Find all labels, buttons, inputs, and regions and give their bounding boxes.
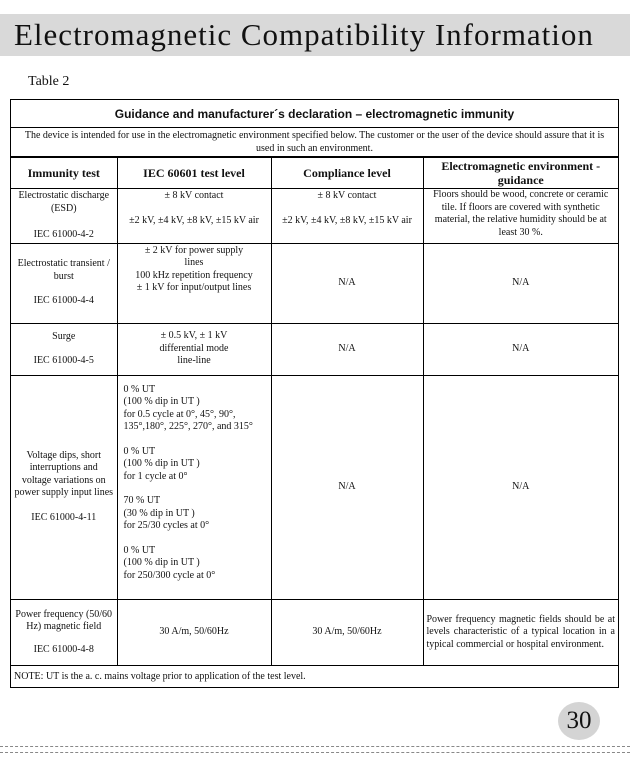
spacer (124, 533, 268, 545)
test-name: Power frequency (50/60 Hz) magnetic field (15, 608, 113, 632)
cell-test-level (117, 189, 271, 244)
immunity-table-frame (10, 99, 619, 688)
test-level-value: ± 1 kV for input/output lines (136, 282, 252, 293)
table-header-row (11, 158, 618, 189)
test-standard: IEC 61000-4-11 (31, 511, 97, 523)
cell-guidance: N/A (423, 243, 618, 323)
test-level-value: for 0.5 cycle at 0°, 45°, 90°, 135°,180°, 225°, 270°, and 315° (123, 408, 253, 432)
test-level-value: (100 % dip in UT ) (123, 396, 200, 407)
cell-guidance: Power frequency magnetic fields should be at levels characteristic of a typical location in a typical commercial or hospital environment. (423, 599, 618, 665)
test-level-value: for 1 cycle at 0° (123, 470, 188, 482)
cell-test-level (117, 323, 271, 375)
test-name: Voltage dips, short interruptions and voltage variations on power supply input lines (14, 449, 114, 499)
cell-compliance: N/A (271, 375, 423, 599)
test-level-value: ± 8 kV contact (164, 190, 224, 201)
cell-test-name (11, 375, 117, 599)
cell-compliance: N/A (271, 243, 423, 323)
header-compliance-level: Compliance level (271, 158, 423, 189)
table-row-voltage-dips (11, 375, 618, 599)
table-row-esd (11, 189, 618, 244)
cell-test-level: 30 A/m, 50/60Hz (117, 599, 271, 665)
spacer (124, 483, 268, 495)
cell-guidance: Floors should be wood, concrete or ceramic tile. If floors are covered with synthetic material, the relative humidity should be at least 30 %. (423, 189, 618, 244)
divider (0, 746, 630, 747)
header-immunity-test: Immunity test (11, 158, 117, 189)
table-row-burst (11, 243, 618, 323)
cell-guidance: N/A (423, 323, 618, 375)
test-standard: IEC 61000-4-5 (33, 355, 94, 366)
test-level-value: for 25/30 cycles at 0° (123, 520, 210, 531)
test-standard: IEC 61000-4-4 (33, 295, 94, 307)
test-level-value: 0 % UT (123, 445, 156, 457)
page-header (0, 14, 630, 56)
test-standard: IEC 61000-4-2 (33, 229, 94, 240)
cell-test-name (11, 323, 117, 375)
test-name: Electrostatic transient / burst (17, 258, 110, 282)
spacer (124, 434, 268, 446)
cell-test-level (117, 243, 271, 323)
test-name: Electrostatic discharge (ESD) (18, 190, 110, 214)
table-row-magnetic-field (11, 599, 618, 665)
cell-test-level (117, 375, 271, 599)
test-level-value: 100 kHz repetition frequency (135, 269, 253, 281)
immunity-table (11, 157, 618, 665)
test-level-value: (100 % dip in UT ) (123, 458, 200, 469)
cell-test-name (11, 243, 117, 323)
header-environment-guidance: Electromagnetic environment - guidance (423, 158, 618, 189)
compliance-value: ±2 kV, ±4 kV, ±8 kV, ±15 kV air (282, 214, 412, 226)
test-level-value: 0 % UT (123, 383, 156, 395)
test-level-value: ± 2 kV for power supply lines (144, 244, 244, 268)
table-caption: Guidance and manufacturer´s declaration – electromagnetic immunity (11, 100, 618, 128)
divider (0, 752, 630, 753)
test-level-value: line-line (177, 355, 211, 367)
cell-guidance: N/A (423, 375, 618, 599)
test-name: Surge (52, 330, 76, 342)
table-label: Table 2 (28, 74, 70, 89)
cell-test-name (11, 189, 117, 244)
compliance-value: ± 8 kV contact (317, 190, 377, 201)
test-level-value: 70 % UT (123, 495, 161, 506)
cell-compliance: N/A (271, 323, 423, 375)
test-level-value: ±2 kV, ±4 kV, ±8 kV, ±15 kV air (129, 214, 259, 226)
test-level-value: (100 % dip in UT ) (123, 557, 200, 568)
cell-test-name (11, 599, 117, 665)
page-number: 30 (558, 702, 600, 740)
test-level-value: for 250/300 cycle at 0° (123, 569, 216, 581)
test-standard: IEC 61000-4-8 (33, 643, 94, 655)
test-level-value: 0 % UT (123, 544, 156, 556)
table-note: NOTE: UT is the a. c. mains voltage prior to application of the test level. (11, 665, 618, 688)
header-iec-test-level: IEC 60601 test level (117, 158, 271, 189)
table-intro: The device is intended for use in the electromagnetic environment specified below. The customer or the user of the device should assure that it is used in such an environment. (11, 128, 618, 157)
test-level-value: (30 % dip in UT ) (123, 507, 195, 519)
cell-compliance (271, 189, 423, 244)
test-level-value: ± 0.5 kV, ± 1 kV differential mode (159, 330, 229, 354)
cell-compliance: 30 A/m, 50/60Hz (271, 599, 423, 665)
page-title: Electromagnetic Compatibility Information (14, 17, 594, 52)
table-row-surge (11, 323, 618, 375)
